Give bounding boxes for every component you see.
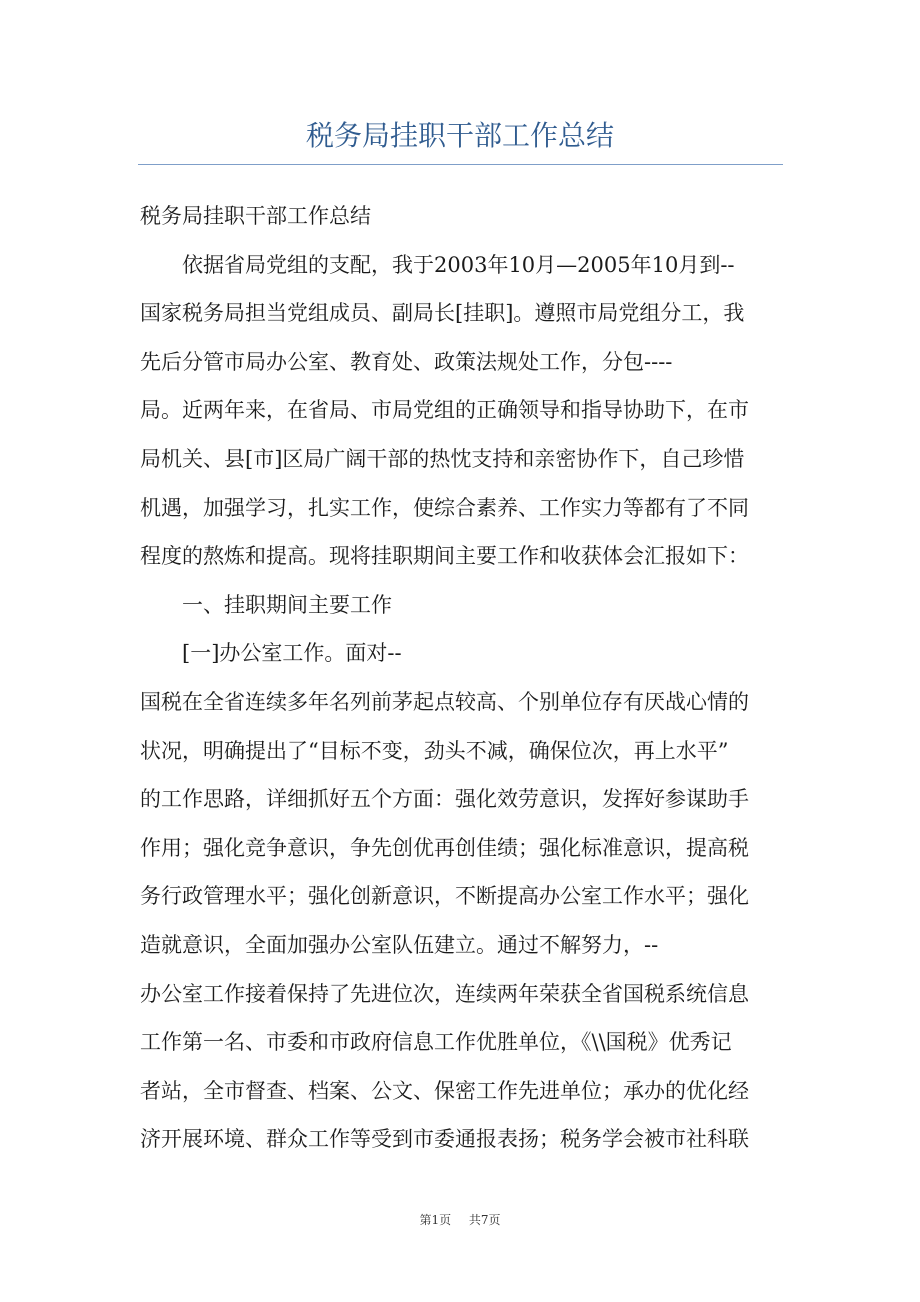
- text-line: 办公室工作接着保持了先进位次，连续两年荣获全省国税系统信息: [140, 981, 749, 1006]
- text-line: 依据省局党组的支配，我于2003年10月—2005年10月到--: [182, 252, 735, 277]
- text-line: 局机关、县[市]区局广阔干部的热忱支持和亲密协作下，自己珍惜: [140, 446, 745, 471]
- text-line: 状况，明确提出了“目标不变，劲头不减，确保位次，再上水平”: [140, 738, 729, 763]
- text-line: 局。近两年来，在省局、市局党组的正确领导和指导协助下，在市: [140, 398, 749, 423]
- text-line: 国家税务局担当党组成员、副局长[挂职]。遵照市局党组分工，我: [140, 301, 745, 326]
- text-line: 程度的熬炼和提高。现将挂职期间主要工作和收获体会汇报如下：: [140, 544, 749, 569]
- page-footer: [0, 1212, 920, 1228]
- page-title: 税务局挂职干部工作总结: [305, 119, 614, 152]
- text-line: 的工作思路，详细抓好五个方面：强化效劳意识，发挥好参谋助手: [140, 787, 749, 812]
- text-line: 者站，全市督查、档案、公文、保密工作先进单位；承办的优化经: [140, 1078, 749, 1103]
- text-line: 税务局挂职干部工作总结: [140, 204, 371, 228]
- text-line: 一、挂职期间主要工作: [182, 592, 392, 617]
- document-body: [140, 192, 780, 1164]
- text-line: [一]办公室工作。面对--: [182, 641, 402, 666]
- text-line: 务行政管理水平；强化创新意识，不断提高办公室工作水平；强化: [140, 884, 749, 909]
- text-line: 济开展环境、群众工作等受到市委通报表扬；税务学会被市社科联: [140, 1127, 749, 1152]
- page-number-total: 共7页: [468, 1213, 501, 1227]
- text-line: 先后分管市局办公室、教育处、政策法规处工作，分包----: [140, 349, 673, 374]
- title-divider: [138, 164, 783, 165]
- page-number-current: 第1页: [419, 1213, 452, 1227]
- text-line: 造就意识，全面加强办公室队伍建立。通过不解努力，--: [140, 932, 659, 957]
- text-line: 工作第一名、市委和市政府信息工作优胜单位，《\\国税》优秀记: [140, 1030, 732, 1055]
- text-line: 机遇，加强学习，扎实工作，使综合素养、工作实力等都有了不同: [140, 495, 749, 520]
- text-line: 国税在全省连续多年名列前茅起点较高、个别单位存有厌战心情的: [140, 689, 749, 714]
- text-line: 作用；强化竞争意识，争先创优再创佳绩；强化标准意识，提高税: [140, 835, 749, 860]
